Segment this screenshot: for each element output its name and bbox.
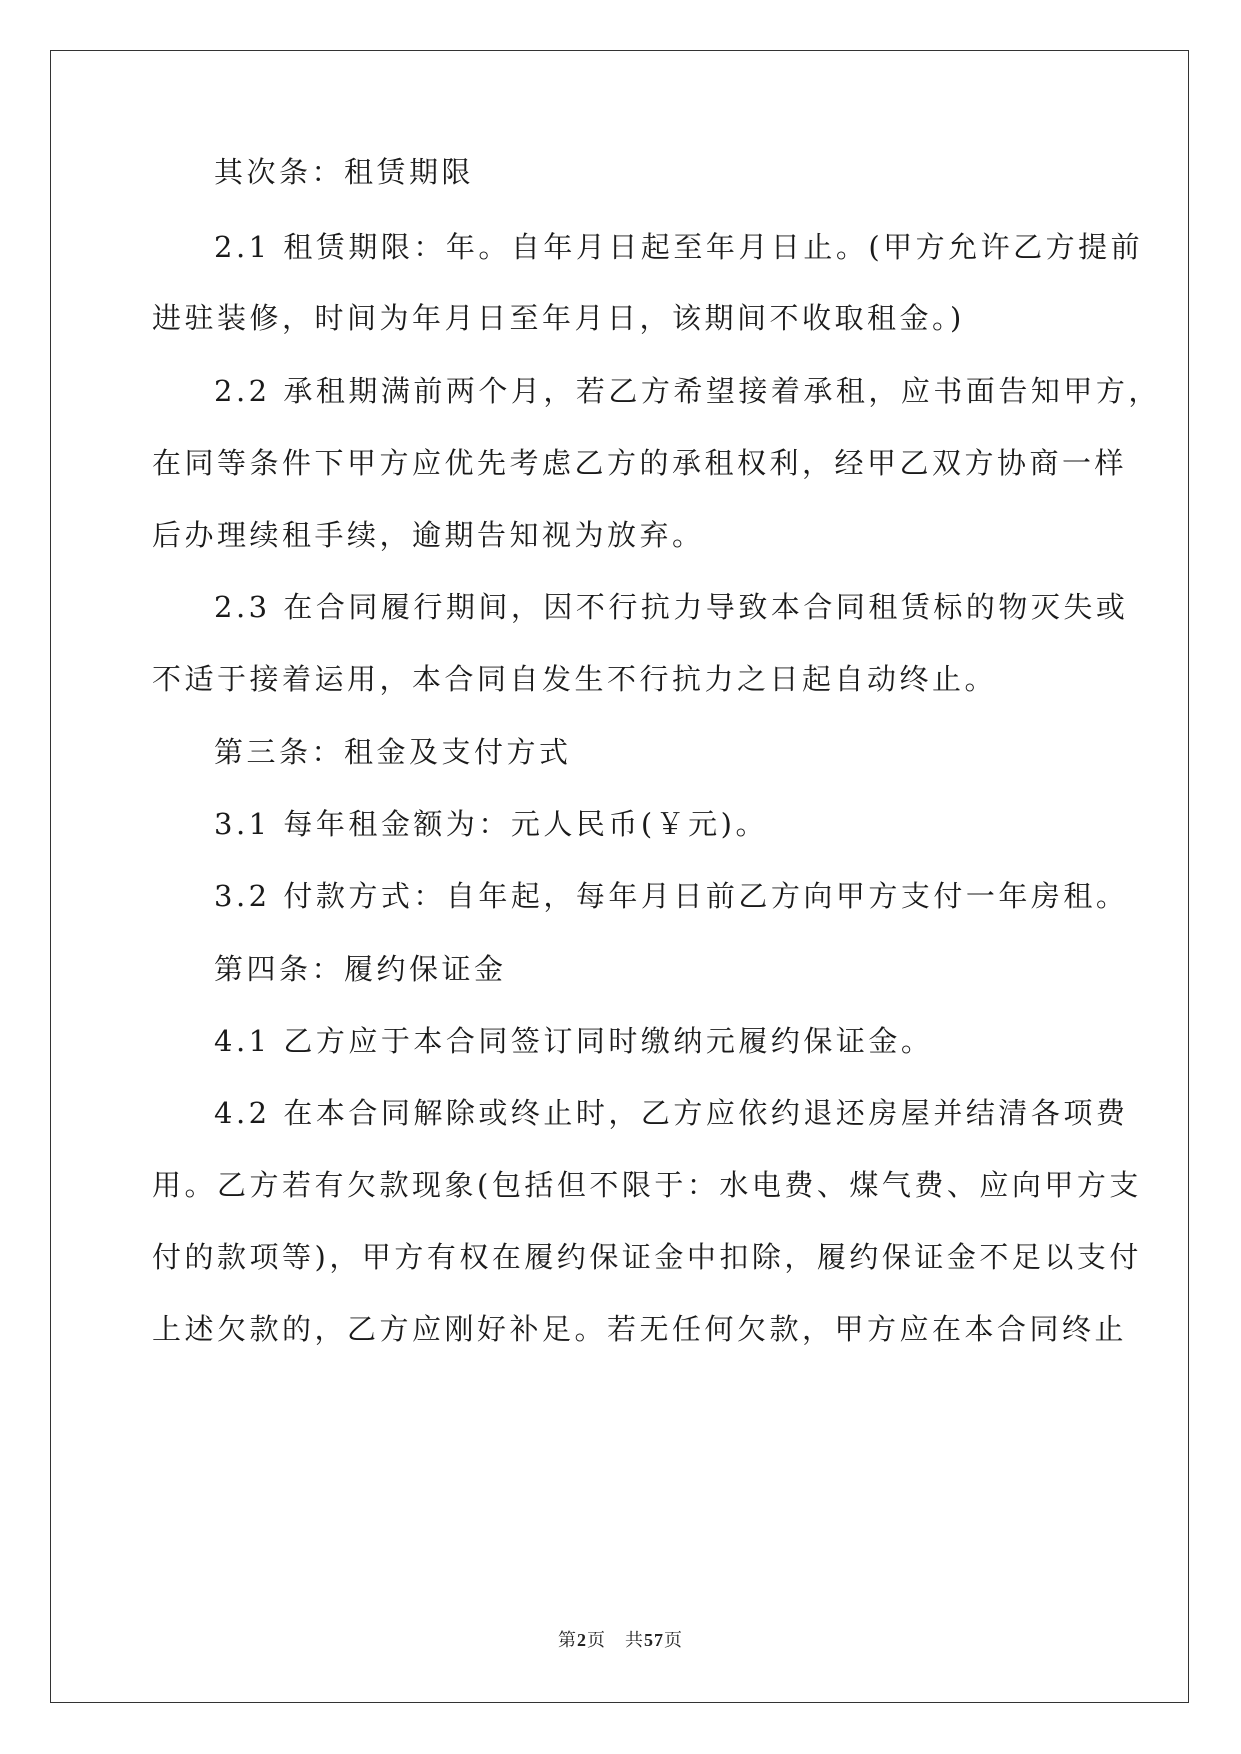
paragraph-line: 4.1 乙方应于本合同签订同时缴纳元履约保证金。 bbox=[214, 1024, 934, 1058]
paragraph-line: 上述欠款的，乙方应刚好补足。若无任何欠款，甲方应在本合同终止 bbox=[152, 1312, 1128, 1346]
paragraph-line: 不适于接着运用，本合同自发生不行抗力之日起自动终止。 bbox=[152, 662, 998, 696]
page-footer bbox=[0, 1626, 1241, 1652]
heading-article-4: 第四条：履约保证金 bbox=[214, 952, 507, 986]
paragraph-line: 4.2 在本合同解除或终止时，乙方应依约退还房屋并结清各项费 bbox=[214, 1096, 1129, 1130]
page-suffix: 页 bbox=[664, 1630, 683, 1651]
heading-article-3: 第三条：租金及支付方式 bbox=[214, 735, 572, 769]
paragraph-line: 2.3 在合同履行期间，因不行抗力导致本合同租赁标的物灭失或 bbox=[214, 590, 1129, 624]
paragraph-line: 在同等条件下甲方应优先考虑乙方的承租权利，经甲乙双方协商一样 bbox=[152, 446, 1128, 480]
page-number: 2 bbox=[577, 1630, 587, 1650]
paragraph-line: 3.1 每年租金额为：元人民币(￥元)。 bbox=[214, 807, 768, 841]
paragraph-line: 3.2 付款方式：自年起，每年月日前乙方向甲方支付一年房租。 bbox=[214, 879, 1129, 913]
paragraph-line: 2.2 承租期满前两个月，若乙方希望接着承租，应书面告知甲方， bbox=[214, 374, 1161, 408]
paragraph-line: 后办理续租手续，逾期告知视为放弃。 bbox=[152, 518, 705, 552]
page-mid: 页 共 bbox=[587, 1630, 644, 1651]
total-pages: 57 bbox=[644, 1630, 664, 1650]
paragraph-line: 进驻装修，时间为年月日至年月日，该期间不收取租金。) bbox=[152, 301, 965, 335]
paragraph-line: 用。乙方若有欠款现象(包括但不限于：水电费、煤气费、应向甲方支 bbox=[152, 1168, 1142, 1202]
page-prefix: 第 bbox=[558, 1630, 577, 1651]
paragraph-line: 2.1 租赁期限：年。自年月日起至年月日止。(甲方允许乙方提前 bbox=[214, 230, 1144, 264]
heading-article-2: 其次条：租赁期限 bbox=[214, 155, 475, 189]
paragraph-line: 付的款项等)，甲方有权在履约保证金中扣除，履约保证金不足以支付 bbox=[152, 1240, 1142, 1274]
